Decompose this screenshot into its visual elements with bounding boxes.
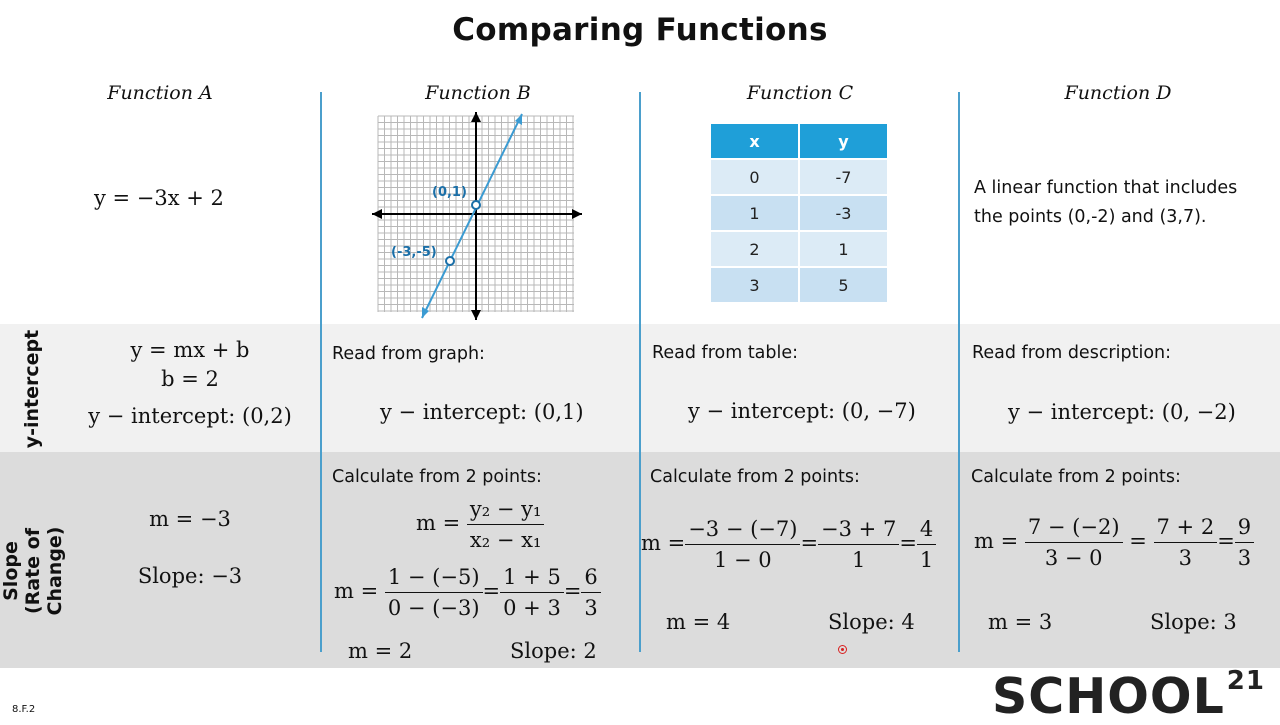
calc-fraction-2 — [818, 514, 899, 575]
table-cell: 1 — [800, 232, 887, 266]
table-cell: 1 — [711, 196, 798, 230]
function-a-equation: y = −3x + 2 — [94, 186, 224, 210]
fraction-denominator: 0 − (−3) — [387, 596, 480, 620]
row-label-intercept: y-intercept — [21, 329, 43, 449]
standard-code: 8.F.2 — [12, 704, 36, 715]
intercept-b-result: y − intercept: (0,1) — [380, 400, 584, 424]
fraction-denominator: x₂ − x₁ — [469, 528, 542, 552]
fraction-denominator: 3 — [584, 596, 598, 620]
table-cell: 0 — [711, 160, 798, 194]
calc-equals: = — [1129, 529, 1147, 553]
function-c-header: Function C — [746, 82, 854, 104]
fraction-denominator: 1 — [919, 548, 934, 572]
slope-formula-fraction — [467, 494, 545, 555]
fraction-numerator: 1 − (−5) — [385, 562, 483, 593]
logo-text: SCHOOL — [992, 668, 1225, 725]
logo-superscript: 21 — [1226, 666, 1265, 696]
fraction-denominator: 3 — [1237, 546, 1252, 570]
cursor-indicator — [838, 645, 847, 654]
calc-fraction-2 — [500, 562, 564, 623]
function-b-graph — [368, 108, 588, 324]
fraction-denominator: 1 — [851, 548, 866, 572]
slope-c-m-result: m = 4 — [666, 610, 731, 634]
table-cell: -3 — [800, 196, 887, 230]
table-row — [711, 232, 887, 266]
y-axis-arrow-up — [471, 112, 481, 122]
slope-b-result: Slope: 2 — [510, 639, 597, 663]
intercept-a-result: y − intercept: (0,2) — [88, 404, 292, 428]
fraction-denominator: 3 − 0 — [1044, 546, 1103, 570]
slope-formula-lhs: m = — [416, 511, 461, 535]
table-row — [711, 268, 887, 302]
fraction-numerator: 4 — [917, 514, 936, 545]
calc-fraction-1 — [1025, 512, 1123, 573]
x-axis-arrow-right — [572, 209, 582, 219]
point-neg3-neg5 — [446, 257, 454, 265]
table-cell: 5 — [800, 268, 887, 302]
intercept-d-lead: Read from description: — [972, 343, 1172, 363]
intercept-c-result: y − intercept: (0, −7) — [688, 399, 916, 423]
point-0-1 — [472, 201, 480, 209]
slope-b-calculation — [334, 562, 601, 623]
function-a-header: Function A — [107, 82, 213, 104]
function-d-description: A linear function that includes the points (0,-2) and (3,7). — [974, 178, 1238, 227]
calc-fraction-1 — [385, 562, 483, 623]
table-header-x: x — [711, 124, 798, 158]
slope-d-result: Slope: 3 — [1150, 610, 1237, 634]
school21-logo — [992, 668, 1265, 725]
row-label-slope — [0, 486, 66, 656]
fraction-numerator: 6 — [581, 562, 600, 593]
slope-d-m-result: m = 3 — [988, 610, 1053, 634]
fraction-denominator: 1 − 0 — [713, 548, 772, 572]
slope-b-formula — [416, 494, 544, 555]
slope-c-lead: Calculate from 2 points: — [650, 467, 860, 487]
slope-a-result: Slope: −3 — [137, 564, 243, 588]
fraction-numerator: y₂ − y₁ — [467, 494, 545, 525]
calc-equals: = — [899, 531, 917, 555]
fraction-numerator: −3 − (−7) — [685, 514, 800, 545]
y-axis-arrow-down — [471, 310, 481, 320]
fraction-denominator: 3 — [1178, 546, 1193, 570]
intercept-a-line2: b = 2 — [161, 367, 219, 391]
table-header-y: y — [800, 124, 887, 158]
table-row — [711, 160, 887, 194]
row-label-slope-line2: (Rate of Change) — [22, 526, 66, 616]
slope-d-calculation — [974, 512, 1254, 573]
calc-fraction-1 — [685, 514, 800, 575]
function-b-header: Function B — [425, 82, 531, 104]
fraction-numerator: 9 — [1235, 512, 1254, 543]
slope-b-lead: Calculate from 2 points: — [332, 467, 542, 487]
calc-lhs: m = — [641, 531, 686, 555]
slope-c-result: Slope: 4 — [828, 610, 915, 634]
calc-fraction-3 — [581, 562, 600, 623]
page-title: Comparing Functions — [452, 12, 828, 48]
fraction-numerator: 7 − (−2) — [1025, 512, 1123, 543]
column-divider — [958, 92, 960, 652]
slope-d-lead: Calculate from 2 points: — [971, 467, 1181, 487]
intercept-c-lead: Read from table: — [652, 343, 799, 363]
point-label-neg3-neg5: (-3,-5) — [391, 245, 437, 260]
calc-equals: = — [563, 579, 582, 603]
slope-c-calculation — [641, 514, 936, 575]
calc-fraction-2 — [1154, 512, 1218, 573]
fraction-denominator: 0 + 3 — [503, 596, 561, 620]
calc-equals: = — [800, 531, 819, 555]
x-axis-arrow-left — [372, 209, 382, 219]
fraction-numerator: −3 + 7 — [818, 514, 899, 545]
fraction-numerator: 1 + 5 — [500, 562, 564, 593]
intercept-b-lead: Read from graph: — [332, 344, 485, 364]
calc-fraction-3 — [1235, 512, 1254, 573]
column-divider — [320, 92, 322, 652]
point-label-0-1: (0,1) — [432, 185, 467, 200]
intercept-d-result: y − intercept: (0, −2) — [1008, 400, 1236, 424]
table-cell: 3 — [711, 268, 798, 302]
function-c-table — [709, 122, 889, 304]
calc-lhs: m = — [334, 579, 379, 603]
function-d-header: Function D — [1064, 82, 1172, 104]
table-row — [711, 196, 887, 230]
fraction-numerator: 7 + 2 — [1154, 512, 1218, 543]
calc-equals: = — [482, 579, 501, 603]
calc-lhs: m = — [974, 529, 1019, 553]
slope-a-m: m = −3 — [149, 507, 231, 531]
table-cell: -7 — [800, 160, 887, 194]
calc-fraction-3 — [917, 514, 936, 575]
calc-equals: = — [1217, 529, 1235, 553]
table-cell: 2 — [711, 232, 798, 266]
slope-b-m-result: m = 2 — [348, 639, 413, 663]
row-label-slope-line1: Slope — [0, 541, 22, 601]
intercept-a-line1: y = mx + b — [130, 338, 250, 362]
